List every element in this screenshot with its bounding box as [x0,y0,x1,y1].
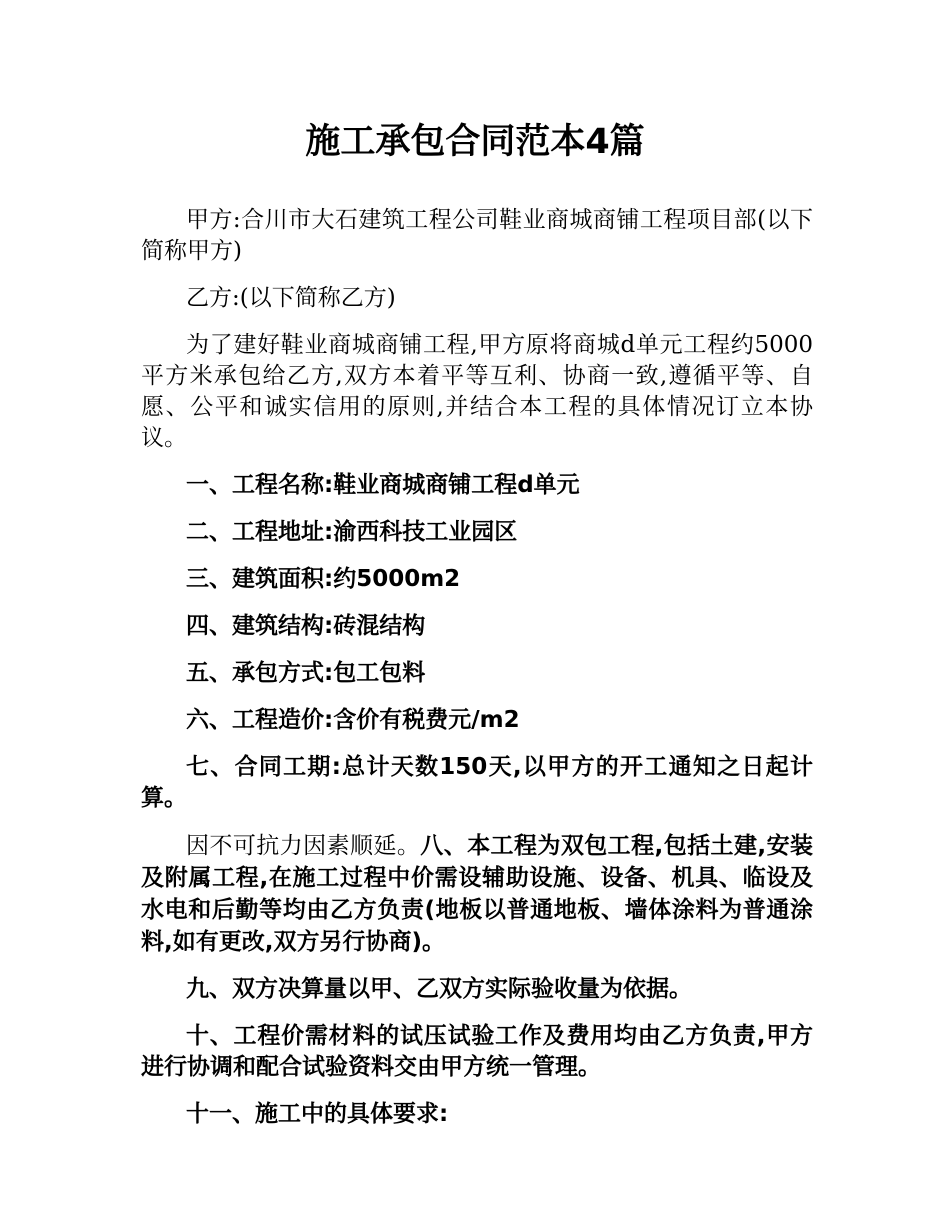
clause-9-settlement: 九、双方决算量以甲、乙双方实际验收量为依据。 [186,976,692,1002]
clause-2-project-address: 二、工程地址:渝西科技工业园区 [186,519,518,545]
clause-3-building-area: 三、建筑面积:约5000m2 [186,566,461,592]
clause-10-material-testing: 十、工程价需材料的试压试验工作及费用均由乙方负责,甲方进行协调和配合试验资料交由甲方统一管理。 [141,1023,813,1080]
clause-6-project-cost: 六、工程造价:含价有税费元/m2 [186,707,520,733]
clause-1-project-name: 一、工程名称:鞋业商城商铺工程d单元 [186,472,580,498]
document-body [141,205,813,1146]
clause-8-lead-text: 因不可抗力因素顺延。 [186,833,421,859]
clause-4-building-structure: 四、建筑结构:砖混结构 [186,613,426,639]
document-title: 施工承包合同范本4篇 [305,122,645,162]
party-a-paragraph: 甲方:合川市大石建筑工程公司鞋业商城商铺工程项目部(以下简称甲方) [141,207,813,264]
party-b-paragraph: 乙方:(以下简称乙方) [186,285,396,311]
clause-11-construction-requirements: 十一、施工中的具体要求: [186,1101,449,1127]
intro-paragraph: 为了建好鞋业商城商铺工程,甲方原将商城d单元工程约5000平方米承包给乙方,双方本着平等互利、协商一致,遵循平等、自愿、公平和诚实信用的原则,并结合本工程的具体情况订立本协议。 [141,332,813,451]
clause-8-body-text: 八、本工程为双包工程,包括土建,安装及附属工程,在施工过程中价需设辅助设施、设备、机具、临设及水电和后勤等均由乙方负责(地板以普通地板、墙体涂料为普通涂料,如有更改,双方另行协商)。 [141,833,813,955]
clause-7-contract-period: 七、合同工期:总计天数150天,以甲方的开工通知之日起计算。 [141,754,813,811]
clause-8-paragraph [141,830,813,958]
clause-5-contract-method: 五、承包方式:包工包料 [186,660,426,686]
